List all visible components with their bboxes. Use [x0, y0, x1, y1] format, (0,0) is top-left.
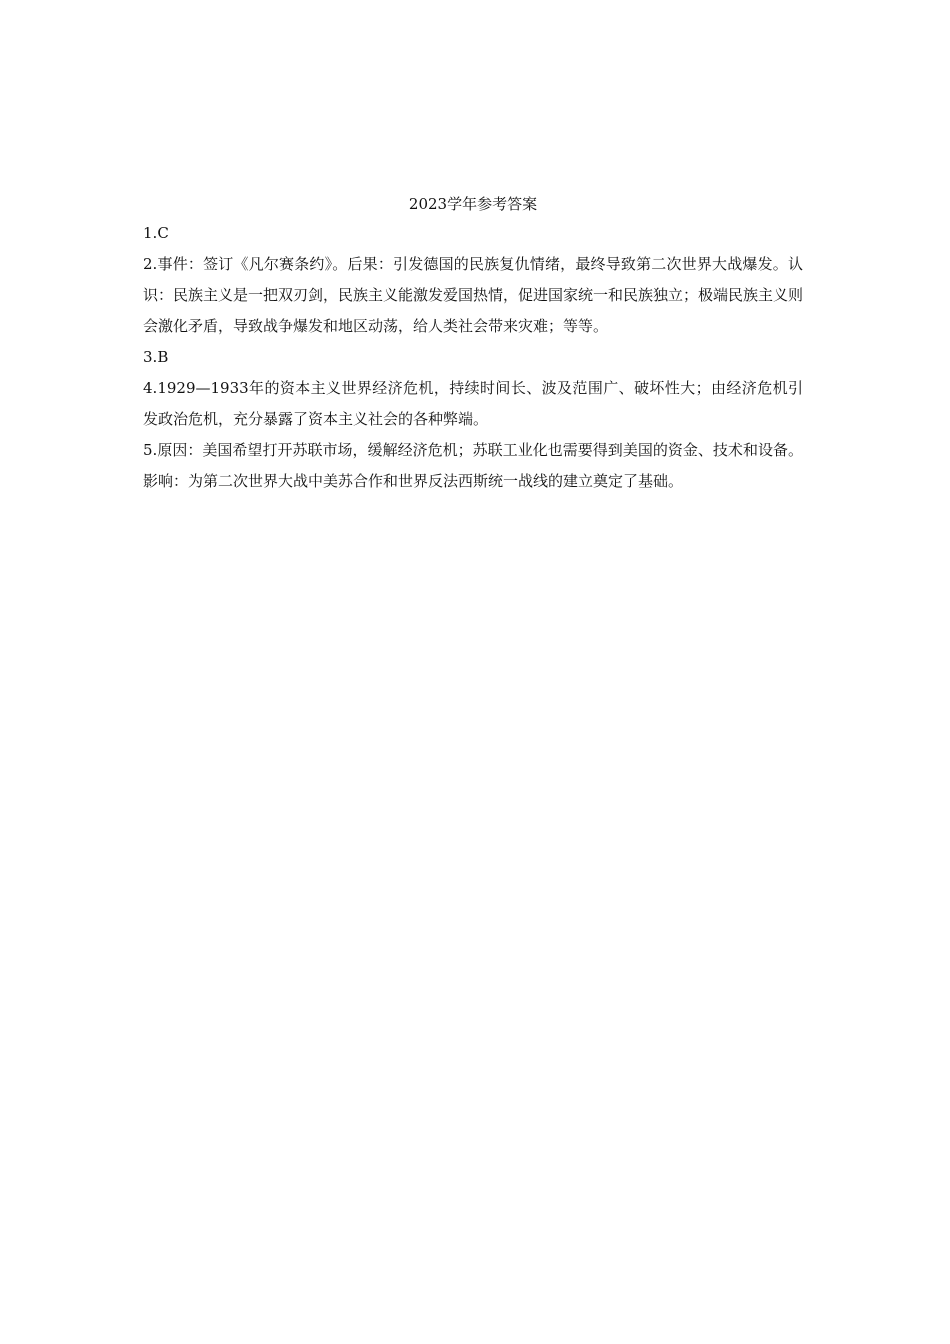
answer-text: 事件：签订《凡尔赛条约》。后果：引发德国的民族复仇情绪，最终导致第二次世界大战爆发。认识：民族主义是一把双刃剑，民族主义能激发爱国热情，促进国家统一和民族独立；极端民族主义则会激化矛盾，导致战争爆发和地区动荡，给人类社会带来灾难；等等。 — [143, 255, 804, 335]
page-title: 2023学年参考答案 — [408, 195, 538, 213]
answer-number: 4. — [143, 379, 158, 397]
answer-text: 原因：美国希望打开苏联市场，缓解经济危机；苏联工业化也需要得到美国的资金、技术和设备。影响：为第二次世界大战中美苏合作和世界反法西斯统一战线的建立奠定了基础。 — [143, 441, 803, 490]
answer-number: 5. — [143, 441, 158, 459]
answer-sheet — [143, 190, 803, 497]
answer-item-1 — [143, 218, 803, 249]
answer-text: 1929—1933年的资本主义世界经济危机，持续时间长、波及范围广、破坏性大；由经济危机引发政治危机，充分暴露了资本主义社会的各种弊端。 — [143, 379, 803, 428]
answer-number: 3. — [143, 348, 158, 366]
answer-text: B — [157, 348, 169, 366]
answer-number: 1. — [143, 224, 158, 242]
answer-item-2 — [143, 249, 803, 342]
answer-item-4 — [143, 373, 803, 435]
answer-number: 2. — [143, 255, 158, 273]
answer-text: C — [157, 224, 169, 242]
answer-item-5 — [143, 435, 803, 497]
answer-item-3 — [143, 342, 803, 373]
